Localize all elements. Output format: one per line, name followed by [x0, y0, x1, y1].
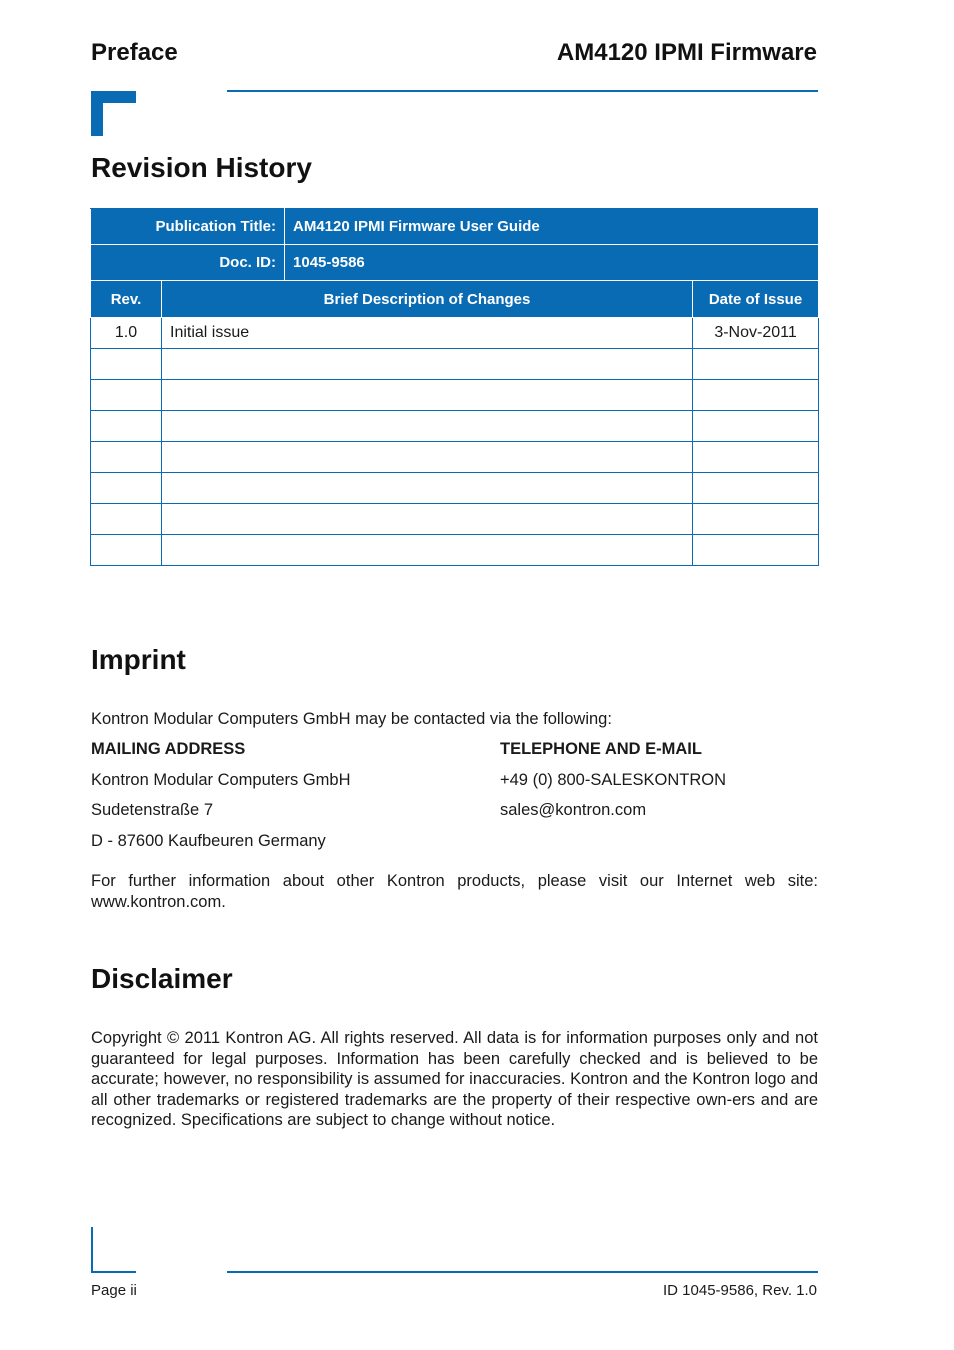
revision-history-title: Revision History — [91, 152, 312, 183]
mailing-address-line: D - 87600 Kaufbeuren Germany — [91, 832, 326, 850]
footer-corner-mark — [91, 1227, 93, 1273]
revision-table — [90, 208, 819, 566]
description-cell: Initial issue — [162, 318, 693, 349]
rev-cell: 1.0 — [91, 318, 162, 349]
publication-title-value: AM4120 IPMI Firmware User Guide — [285, 209, 819, 245]
imprint-intro: Kontron Modular Computers GmbH may be contacted via the following: — [91, 710, 612, 728]
footer-corner-rule — [91, 1271, 136, 1273]
table-row — [91, 380, 819, 411]
column-rev: Rev. — [91, 281, 162, 318]
column-description: Brief Description of Changes — [162, 281, 693, 318]
publication-title-row — [91, 209, 819, 245]
doc-id-row — [91, 245, 819, 281]
header-product: AM4120 IPMI Firmware — [556, 39, 817, 66]
document-id: ID 1045-9586, Rev. 1.0 — [663, 1282, 817, 1299]
telephone-number: +49 (0) 800-SALESKONTRON — [500, 771, 727, 789]
header-section: Preface — [91, 39, 178, 66]
revision-column-headers — [91, 281, 819, 318]
imprint-further-info: For further information about other Kontron products, please visit our Internet web site: www.kontron.com. — [91, 872, 818, 911]
disclaimer-title: Disclaimer — [91, 963, 233, 994]
table-row — [91, 318, 819, 349]
table-row — [91, 535, 819, 566]
imprint-title: Imprint — [91, 644, 186, 675]
footer-rule — [227, 1271, 818, 1273]
table-row — [91, 442, 819, 473]
publication-title-label: Publication Title: — [91, 209, 285, 245]
table-row — [91, 473, 819, 504]
doc-id-label: Doc. ID: — [91, 245, 285, 281]
table-row — [91, 504, 819, 535]
date-cell: 3-Nov-2011 — [693, 318, 819, 349]
page-number: Page ii — [91, 1282, 137, 1299]
mailing-address-heading: MAILING ADDRESS — [91, 740, 246, 758]
doc-id-value: 1045-9586 — [285, 245, 819, 281]
telephone-email-heading: TELEPHONE AND E-MAIL — [500, 740, 702, 758]
table-row — [91, 349, 819, 380]
header-rule — [227, 90, 818, 92]
corner-mark-vertical — [91, 91, 103, 136]
disclaimer-text: Copyright © 2011 Kontron AG. All rights reserved. All data is for information purposes only and not guaranteed for legal purposes. Information has been carefully checked and is believed to be accurate; however, no responsibility is assumed for inaccuracies. Kontron and the Kontron logo and all other trademarks or registered trademarks are the property of their respective own-ers and are recognized. Specifications are subject to change without notice. — [91, 1029, 818, 1130]
mailing-address-line: Sudetenstraße 7 — [91, 801, 213, 819]
column-date: Date of Issue — [693, 281, 819, 318]
mailing-address-line: Kontron Modular Computers GmbH — [91, 771, 351, 789]
email-address: sales@kontron.com — [500, 801, 647, 819]
table-row — [91, 411, 819, 442]
